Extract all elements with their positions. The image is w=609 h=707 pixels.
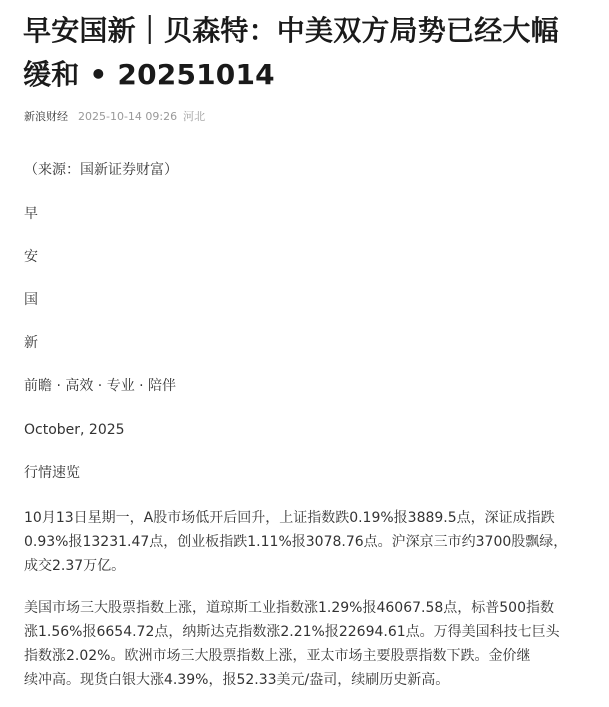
market-paragraph-a-shares (24, 506, 589, 578)
paragraph-line: 美国市场三大股票指数上涨，道琼斯工业指数涨1.29%报46067.58点，标普500指数 (24, 600, 554, 616)
article-title-line-1: 早安国新｜贝森特：中美双方局势已经大幅 (23, 14, 559, 47)
paragraph-line: 0.93%报13231.47点，创业板指跌1.11%报3078.76点。沪深京三市约3700股飘绿， (24, 534, 568, 550)
publish-location: 河北 (183, 110, 206, 123)
vertical-char-4: 新 (24, 335, 38, 351)
origin-note: （来源：国新证券财富） (24, 162, 178, 178)
paragraph-line: 涨1.56%报6654.72点，纳斯达克指数涨2.21%报22694.61点。万得美国科技七巨头 (24, 624, 560, 640)
article-meta (24, 110, 205, 124)
article-title (23, 9, 598, 97)
paragraph-line: 成交2.37万亿。 (24, 558, 126, 574)
date-english: October, 2025 (24, 422, 125, 438)
vertical-char-2: 安 (24, 249, 38, 265)
market-paragraph-global (24, 596, 589, 692)
section-heading: 行情速览 (24, 465, 80, 481)
publish-time: 2025-10-14 09:26 (78, 110, 178, 123)
article-title-line-2: 缓和 • 20251014 (23, 58, 275, 91)
paragraph-line: 续冲高。现货白银大涨4.39%，报52.33美元/盎司，续刷历史新高。 (24, 672, 450, 688)
paragraph-line: 10月13日星期一，A股市场低开后回升，上证指数跌0.19%报3889.5点，深证成指跌 (24, 510, 555, 526)
source-link[interactable]: 新浪财经 (24, 110, 68, 123)
vertical-char-1: 早 (24, 206, 38, 222)
tagline: 前瞻 · 高效 · 专业 · 陪伴 (24, 378, 177, 394)
vertical-char-3: 国 (24, 292, 38, 308)
paragraph-line: 指数涨2.02%。欧洲市场三大股票指数上涨，亚太市场主要股票指数下跌。金价继 (24, 648, 531, 664)
